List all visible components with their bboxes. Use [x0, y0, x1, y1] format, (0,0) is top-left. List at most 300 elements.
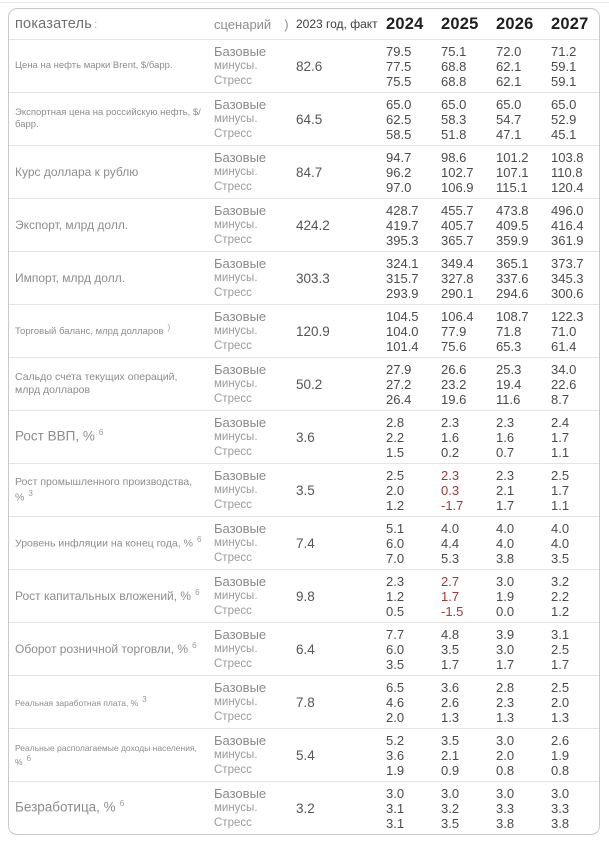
value-line: 47.1 [496, 126, 522, 142]
value-line: 0.5 [386, 603, 405, 619]
value-line: 77.9 [441, 323, 467, 339]
scenario-header-label: сценарий [214, 16, 272, 32]
row-indicator-label [15, 60, 214, 72]
fact-2023-value: 7.4 [296, 535, 315, 551]
indicator-text: Импорт, млрд долл. [15, 270, 126, 285]
values-2026 [496, 468, 551, 513]
fact-2023-value: 303.3 [296, 270, 330, 286]
values-2024 [386, 97, 441, 142]
scenario-label-2: Стресс [214, 180, 252, 193]
value-line: 1.6 [441, 429, 460, 445]
scenario-label-1: минусы. [214, 218, 258, 231]
indicator-header-label: показатель [15, 16, 92, 32]
scenario-label-0: Базовые [214, 467, 267, 483]
scenario-labels [214, 309, 296, 354]
values-2025 [441, 415, 496, 460]
scenario-labels [214, 733, 296, 778]
scenario-label-1: минусы. [214, 59, 258, 72]
value-line: 5.2 [386, 732, 405, 748]
value-line: 106.9 [441, 179, 474, 195]
value-line: 2.5 [386, 467, 405, 483]
value-line: 349.4 [441, 255, 474, 271]
value-line: 2.6 [441, 694, 460, 710]
table-row [9, 198, 599, 251]
scenario-label-1: минусы. [214, 695, 258, 708]
value-line: 327.8 [441, 270, 474, 286]
value-line: 2.1 [496, 482, 515, 498]
scenario-label-2: Стресс [214, 445, 252, 458]
scenario-label-1: минусы. [214, 112, 258, 125]
values-2027 [551, 309, 599, 354]
value-line: 96.2 [386, 164, 412, 180]
value-line: 104.0 [386, 323, 419, 339]
scenario-label-0: Базовые [214, 679, 267, 695]
value-line: 419.7 [386, 217, 419, 233]
scenario-label-0: Базовые [214, 414, 267, 430]
value-line: 3.0 [551, 785, 570, 801]
value-line: 68.8 [441, 73, 467, 89]
value-line: 1.7 [496, 497, 515, 513]
values-2024 [386, 44, 441, 89]
value-line: 52.9 [551, 111, 577, 127]
value-line: 62.5 [386, 111, 412, 127]
value-line: 26.4 [386, 391, 412, 407]
value-line: 1.9 [551, 747, 570, 763]
value-line: 22.6 [551, 376, 577, 392]
value-line: 102.7 [441, 164, 474, 180]
values-2026 [496, 97, 551, 142]
scenario-label-0: Базовые [214, 308, 267, 324]
table-header-row [9, 9, 599, 39]
value-line: 4.0 [441, 520, 460, 536]
value-line: 395.3 [386, 232, 419, 248]
values-2025 [441, 574, 496, 619]
value-line: 2.3 [441, 414, 460, 430]
value-line: 365.1 [496, 255, 529, 271]
footnote-mark: 3 [28, 488, 33, 498]
value-line: 58.5 [386, 126, 412, 142]
values-2024 [386, 627, 441, 672]
values-2026 [496, 733, 551, 778]
value-line: 106.4 [441, 308, 474, 324]
values-2025 [441, 627, 496, 672]
value-line: 373.7 [551, 255, 584, 271]
value-line: 1.7 [551, 656, 570, 672]
value-line: 496.0 [551, 202, 584, 218]
value-line: 2.3 [496, 467, 515, 483]
values-2027 [551, 574, 599, 619]
value-line: 4.0 [551, 535, 570, 551]
indicator-text: Торговый баланс, млрд долларов [15, 326, 164, 338]
indicator-text: Сальдо счета текущих операций, млрд долларов [15, 370, 178, 396]
value-line: 11.6 [496, 391, 521, 407]
indicator-text: Рост ВВП, % [15, 428, 95, 444]
scenario-label-1: минусы. [214, 377, 258, 390]
values-2024 [386, 150, 441, 195]
scenario-labels [214, 256, 296, 301]
scenario-label-0: Базовые [214, 785, 267, 801]
values-2025 [441, 97, 496, 142]
footnote-mark: 6 [119, 799, 125, 809]
values-2026 [496, 256, 551, 301]
row-indicator-label [15, 743, 214, 767]
value-line: 0.8 [496, 762, 515, 778]
value-line: 4.6 [386, 694, 405, 710]
value-line: -1.5 [441, 603, 464, 619]
fact-2023-value: 64.5 [296, 111, 323, 127]
value-line: 59.1 [551, 73, 577, 89]
value-line: 300.6 [551, 285, 584, 301]
value-line: 6.0 [386, 641, 405, 657]
value-line: 1.7 [551, 482, 570, 498]
value-line: -1.7 [441, 497, 464, 513]
scenario-label-1: минусы. [214, 801, 258, 814]
value-line: 120.4 [551, 179, 584, 195]
value-line: 65.0 [496, 96, 522, 112]
value-line: 1.7 [441, 588, 460, 604]
value-line: 0.3 [441, 482, 460, 498]
forecast-table-card [8, 8, 600, 835]
value-line: 3.3 [496, 800, 515, 816]
value-line: 3.5 [441, 641, 460, 657]
value-line: 1.2 [386, 588, 405, 604]
table-row [9, 145, 599, 198]
value-line: 4.4 [441, 535, 460, 551]
scenario-label-0: Базовые [214, 149, 267, 165]
row-indicator-label [15, 218, 214, 233]
values-2026 [496, 415, 551, 460]
indicator-text: Экспорт, млрд долл. [15, 217, 129, 232]
value-line: 3.0 [496, 573, 515, 589]
values-2026 [496, 786, 551, 831]
scenario-labels [214, 786, 296, 831]
value-line: 1.6 [496, 429, 515, 445]
value-line: 58.3 [441, 111, 467, 127]
scenario-label-1: минусы. [214, 748, 258, 761]
value-line: 61.4 [551, 338, 577, 354]
value-line: 409.5 [496, 217, 529, 233]
scenario-label-0: Базовые [214, 361, 267, 377]
value-line: 324.1 [386, 255, 419, 271]
value-line: 65.0 [551, 96, 577, 112]
footnote-mark: ) [167, 323, 171, 333]
values-2024 [386, 786, 441, 831]
values-2026 [496, 362, 551, 407]
value-line: 65.0 [386, 96, 412, 112]
indicator-text: Безработица, % [15, 799, 116, 815]
value-line: 7.0 [386, 550, 405, 566]
value-line: 75.6 [441, 338, 467, 354]
value-line: 27.9 [386, 361, 412, 377]
row-indicator-label [15, 428, 214, 445]
value-line: 115.1 [496, 179, 528, 195]
footnote-mark: 6 [98, 428, 104, 438]
scenario-label-0: Базовые [214, 255, 267, 271]
row-indicator-label [15, 323, 214, 338]
values-2027 [551, 256, 599, 301]
value-line: 0.7 [496, 444, 515, 460]
value-line: 3.1 [386, 815, 405, 831]
value-line: 107.1 [496, 164, 529, 180]
values-2026 [496, 574, 551, 619]
value-line: 3.8 [496, 550, 515, 566]
scenario-label-0: Базовые [214, 202, 267, 218]
scenario-label-0: Базовые [214, 626, 267, 642]
values-2027 [551, 680, 599, 725]
value-line: 365.7 [441, 232, 474, 248]
value-line: 473.8 [496, 202, 529, 218]
table-row [9, 569, 599, 622]
indicator-text: Рост промышленного производства, % [15, 475, 193, 504]
scenario-label-2: Стресс [214, 657, 252, 670]
indicator-text: Экспортная цена на российскую нефть, $/барр. [15, 107, 201, 130]
value-line: 3.8 [496, 815, 515, 831]
value-line: 59.1 [551, 58, 577, 74]
value-line: 5.1 [386, 520, 405, 536]
column-header-2024: 2024 [386, 14, 424, 33]
footnote-mark: 6 [195, 588, 200, 597]
values-2024 [386, 680, 441, 725]
value-line: 4.0 [496, 535, 515, 551]
table-row [9, 463, 599, 516]
fact-2023-value: 6.4 [296, 641, 315, 657]
value-line: 1.2 [551, 603, 570, 619]
scenario-label-2: Стресс [214, 763, 252, 776]
value-line: 3.8 [551, 815, 570, 831]
value-line: 3.5 [386, 656, 405, 672]
value-line: 101.2 [496, 149, 529, 165]
value-line: 0.9 [441, 762, 460, 778]
values-2024 [386, 733, 441, 778]
scenario-label-2: Стресс [214, 233, 252, 246]
values-2027 [551, 97, 599, 142]
row-indicator-label [15, 695, 214, 708]
table-row [9, 622, 599, 675]
value-line: 1.9 [386, 762, 405, 778]
scenario-label-2: Стресс [214, 74, 252, 87]
value-line: 428.7 [386, 202, 419, 218]
table-row [9, 675, 599, 728]
value-line: 1.7 [551, 429, 570, 445]
indicator-text: Рост капитальных вложений, % [15, 589, 192, 603]
value-line: 62.1 [496, 73, 522, 89]
values-2026 [496, 521, 551, 566]
value-line: 77.5 [386, 58, 412, 74]
scenario-label-1: минусы. [214, 271, 258, 284]
values-2025 [441, 733, 496, 778]
values-2024 [386, 415, 441, 460]
value-line: 72.0 [496, 43, 522, 59]
scenario-labels [214, 521, 296, 566]
value-line: 23.2 [441, 376, 467, 392]
values-2024 [386, 309, 441, 354]
value-line: 3.5 [441, 815, 460, 831]
value-line: 3.0 [496, 732, 515, 748]
values-2026 [496, 203, 551, 248]
column-header-scenario [214, 17, 296, 32]
scenario-labels [214, 574, 296, 619]
value-line: 359.9 [496, 232, 529, 248]
values-2024 [386, 574, 441, 619]
indicator-text: Реальная заработная плата, % [15, 698, 139, 709]
value-line: 2.5 [551, 641, 570, 657]
value-line: 1.5 [386, 444, 405, 460]
scenario-label-1: минусы. [214, 642, 258, 655]
table-row [9, 92, 599, 145]
value-line: 97.0 [386, 179, 412, 195]
scenario-labels [214, 150, 296, 195]
value-line: 2.8 [496, 679, 515, 695]
indicator-text: Курс доллара к рублю [15, 164, 139, 179]
value-line: 65.0 [441, 96, 467, 112]
scenario-label-0: Базовые [214, 96, 267, 112]
value-line: 75.1 [441, 43, 467, 59]
values-2027 [551, 733, 599, 778]
table-row [9, 39, 599, 92]
footnote-mark: 6 [26, 753, 32, 763]
page-top-divider [0, 2, 609, 3]
value-line: 2.3 [496, 414, 515, 430]
table-row [9, 781, 599, 834]
scenario-label-0: Базовые [214, 732, 267, 748]
table-body [9, 39, 599, 834]
value-line: 4.0 [551, 520, 570, 536]
scenario-label-0: Базовые [214, 43, 267, 59]
value-line: 2.0 [496, 747, 515, 763]
value-line: 26.6 [441, 361, 467, 377]
value-line: 405.7 [441, 217, 474, 233]
value-line: 3.2 [551, 573, 570, 589]
value-line: 2.0 [551, 694, 570, 710]
fact-2023-value: 50.2 [296, 376, 323, 392]
indicator-text: Уровень инфляции на конец года, % [15, 537, 193, 550]
values-2025 [441, 150, 496, 195]
table-row [9, 410, 599, 463]
value-line: 0.2 [441, 444, 460, 460]
scenario-labels [214, 97, 296, 142]
fact-2023-value: 5.4 [296, 747, 315, 763]
value-line: 3.6 [441, 679, 460, 695]
value-line: 2.0 [386, 482, 405, 498]
values-2024 [386, 362, 441, 407]
values-2025 [441, 362, 496, 407]
scenario-label-0: Базовые [214, 573, 267, 589]
values-2025 [441, 203, 496, 248]
value-line: 25.3 [496, 361, 522, 377]
value-line: 293.9 [386, 285, 419, 301]
value-line: 1.3 [551, 709, 570, 725]
scenario-label-2: Стресс [214, 604, 252, 617]
value-line: 108.7 [496, 308, 529, 324]
value-line: 2.4 [551, 414, 570, 430]
value-line: 7.7 [386, 626, 405, 642]
value-line: 71.2 [551, 43, 577, 59]
values-2025 [441, 256, 496, 301]
value-line: 455.7 [441, 202, 474, 218]
value-line: 1.1 [551, 444, 570, 460]
value-line: 290.1 [441, 285, 474, 301]
value-line: 3.5 [551, 550, 570, 566]
fact-2023-value: 3.2 [296, 800, 315, 816]
value-line: 98.6 [441, 149, 467, 165]
values-2024 [386, 468, 441, 513]
footnote-mark: 3 [142, 695, 147, 705]
scenario-label-2: Стресс [214, 339, 252, 352]
values-2025 [441, 680, 496, 725]
value-line: 1.3 [496, 709, 515, 725]
scenario-header-footnote: ) [284, 16, 289, 32]
values-2027 [551, 203, 599, 248]
scenario-label-1: минусы. [214, 536, 258, 549]
value-line: 34.0 [551, 361, 577, 377]
values-2027 [551, 150, 599, 195]
value-line: 1.7 [441, 656, 460, 672]
value-line: 79.5 [386, 43, 412, 59]
indicator-text: Реальные располагаемые доходы населения, % [15, 742, 197, 767]
scenario-label-2: Стресс [214, 286, 252, 299]
value-line: 71.0 [551, 323, 577, 339]
indicator-text: Оборот розничной торговли, % [15, 642, 189, 656]
value-line: 2.6 [551, 732, 570, 748]
value-line: 62.1 [496, 58, 522, 74]
values-2026 [496, 44, 551, 89]
table-row [9, 516, 599, 569]
scenario-labels [214, 44, 296, 89]
value-line: 3.0 [496, 641, 515, 657]
table-row [9, 357, 599, 410]
value-line: 110.8 [551, 164, 583, 180]
value-line: 45.1 [551, 126, 577, 142]
value-line: 101.4 [386, 338, 419, 354]
values-2027 [551, 468, 599, 513]
row-indicator-label [15, 476, 214, 505]
value-line: 2.5 [551, 679, 570, 695]
scenario-label-2: Стресс [214, 710, 252, 723]
row-indicator-label [15, 535, 214, 551]
value-line: 1.2 [386, 497, 405, 513]
value-line: 2.2 [386, 429, 405, 445]
values-2024 [386, 256, 441, 301]
scenario-label-2: Стресс [214, 816, 252, 829]
row-indicator-label [15, 271, 214, 286]
value-line: 3.0 [441, 785, 460, 801]
scenario-label-2: Стресс [214, 127, 252, 140]
footnote-mark: 6 [192, 641, 197, 650]
scenario-labels [214, 680, 296, 725]
scenario-label-1: минусы. [214, 165, 258, 178]
value-line: 361.9 [551, 232, 584, 248]
values-2025 [441, 521, 496, 566]
value-line: 71.8 [496, 323, 522, 339]
value-line: 2.7 [441, 573, 460, 589]
value-line: 2.3 [441, 467, 460, 483]
values-2026 [496, 309, 551, 354]
row-indicator-label [15, 641, 214, 657]
scenario-label-2: Стресс [214, 551, 252, 564]
value-line: 3.9 [496, 626, 515, 642]
value-line: 94.7 [386, 149, 412, 165]
value-line: 294.6 [496, 285, 529, 301]
row-indicator-label [15, 799, 214, 816]
values-2027 [551, 521, 599, 566]
row-indicator-label [15, 107, 214, 131]
value-line: 2.5 [551, 467, 570, 483]
table-row [9, 251, 599, 304]
values-2026 [496, 150, 551, 195]
value-line: 3.0 [496, 785, 515, 801]
row-indicator-label [15, 165, 214, 180]
fact-2023-value: 7.8 [296, 694, 315, 710]
